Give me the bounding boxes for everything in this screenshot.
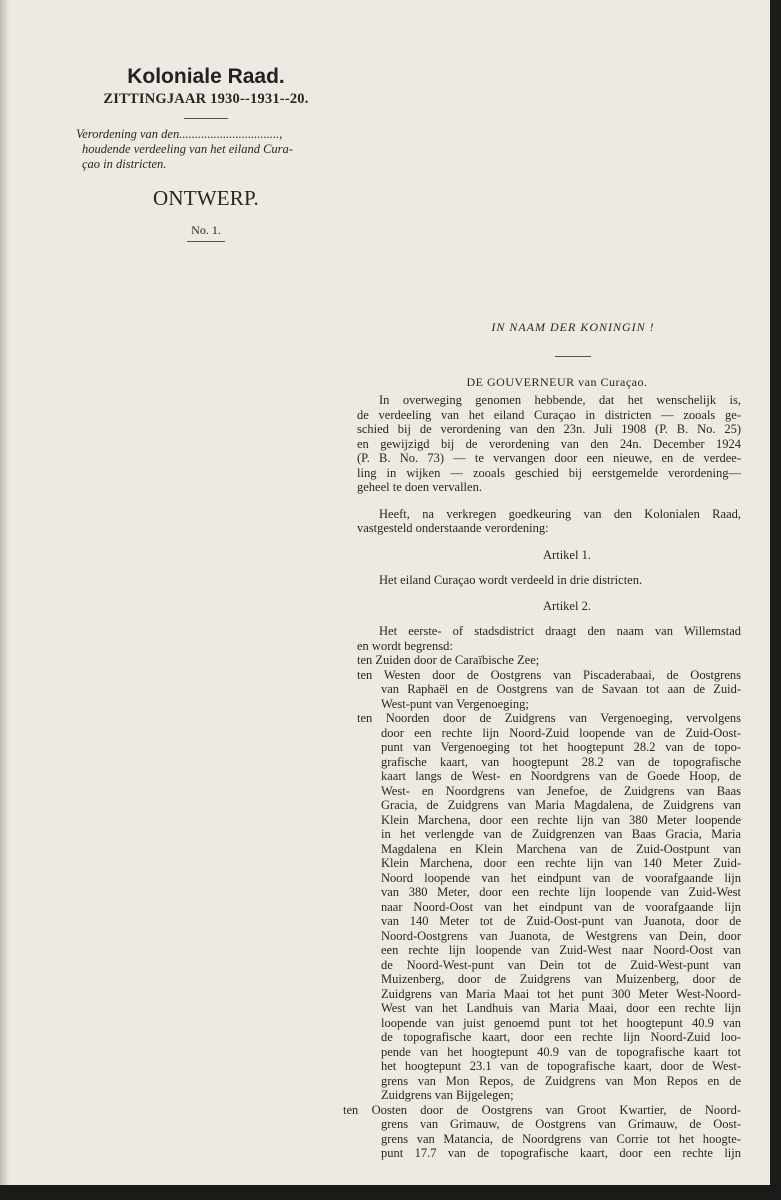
article-1-text <box>357 573 741 588</box>
boundary-north-line: in het verlengde van de Zuidgrenzen van Baas Gracia, Maria <box>381 827 741 841</box>
boundary-north-line: van 380 Meter, door een rechte lijn loopende van Zuid-West <box>381 885 741 899</box>
enactment-line: vastgesteld onderstaande verordening: <box>357 521 549 535</box>
preamble-line: ling in wijken — zooals geschied bij eerstgemelde verordening— <box>357 465 741 480</box>
boundary-north-line: grafische kaart, van hoogtepunt 28.2 van de topografische <box>381 754 741 769</box>
preamble-line: In overweging genomen hebbende, dat het wenschelijk is, <box>379 393 741 407</box>
boundary-north-line: Klein Marchena, door een rechte lijn van 140 Meter Zuid- <box>381 856 741 870</box>
council-title: Koloniale Raad. <box>127 65 285 88</box>
preamble-line: en gewijzigd bij de verordening van den 24n. December 1924 <box>357 436 741 451</box>
preamble-line: de verdeeling van het eiland Curaçao in districten — zooals ge- <box>357 407 741 422</box>
boundary-north-line: Gracia, de Zuidgrens van Maria Magdalena, de Zuidgrens van <box>381 798 741 812</box>
preamble-line: (P. B. No. 73) — te vervangen door een nieuwe, en de verdee- <box>357 451 741 465</box>
main-text-column <box>343 320 741 1161</box>
divider <box>555 356 591 357</box>
boundary-east-line: grens van Matancia, de Noordgrens van Corrie tot het hoogte- <box>381 1131 741 1146</box>
divider <box>184 118 228 119</box>
boundary-west <box>357 668 741 712</box>
divider <box>187 241 225 242</box>
regulation-caption-line: houdende verdeeling van het eiland Cura- <box>82 142 293 156</box>
article-2-heading: Artikel 2. <box>543 598 591 613</box>
regulation-caption-line: Verordening van den................................, <box>76 127 283 141</box>
invocation: IN NAAM DER KONINGIN ! <box>491 320 655 334</box>
article-2-intro-line: Het eerste- of stadsdistrict draagt den naam van Willemstad <box>379 624 741 638</box>
boundary-north-line: grens van Mon Repos, de Zuidgrens van Mon Repos en de <box>381 1073 741 1088</box>
article-2-intro <box>357 624 741 653</box>
enactment-clause <box>357 507 741 536</box>
boundary-north-line: Zuidgrens van Maria Maai tot het punt 300 Meter West-Noord- <box>381 986 741 1001</box>
preamble <box>357 393 741 495</box>
boundary-north-line: loopende van juist genoemd punt tot het hoogtepunt 40.9 van <box>381 1015 741 1030</box>
boundary-north-line: Muizenberg, door de Zuidgrens van Muizenberg, door de <box>381 972 741 986</box>
boundary-north-line: de topografische kaart, door een rechte lijn Noord-Zuid loo- <box>381 1030 741 1044</box>
article-1-heading: Artikel 1. <box>543 547 591 562</box>
session-year: ZITTINGJAAR 1930--1931--20. <box>103 91 309 107</box>
boundary-north-line: ten Noorden door de Zuidgrens van Vergenoeging, vervolgens <box>357 711 741 725</box>
boundary-north-line: kaart langs de West- en Noordgrens van de Goede Hoop, de <box>381 769 741 783</box>
boundary-west-line: ten Westen door de Oostgrens van Piscaderabaai, de Oostgrens <box>357 667 741 682</box>
boundary-east-line: punt 17.7 van de topografische kaart, door een rechte lijn <box>381 1146 741 1160</box>
enactment-line: Heeft, na verkregen goedkeuring van den Kolonialen Raad, <box>379 506 741 521</box>
boundary-east <box>343 1102 741 1161</box>
article-1-line: Het eiland Curaçao wordt verdeeld in drie districten. <box>379 573 643 587</box>
boundary-south <box>357 653 741 668</box>
preamble-line: schied bij de verordening van den 23n. Juli 1908 (P. B. No. 25) <box>357 422 741 436</box>
boundary-west-line: van Raphaël en de Oostgrens van de Savaan tot aan de Zuid- <box>381 682 741 696</box>
boundary-east-line: ten Oosten door de Oostgrens van Groot Kwartier, de Noord- <box>343 1102 741 1117</box>
boundary-west-line: West-punt van Vergenoeging; <box>381 696 529 711</box>
header-column <box>70 64 342 242</box>
page-binding-edge <box>0 0 10 1185</box>
boundary-north-line: Klein Marchena, door een rechte lijn van 380 Meter loopende <box>381 812 741 827</box>
article-2-intro-line: en wordt begrensd: <box>357 638 453 653</box>
document-number: No. 1. <box>191 223 221 237</box>
boundary-north-line: het hoogtepunt 23.1 van de topografische kaart, door de West- <box>381 1059 741 1073</box>
boundary-north-line: Noord loopende van het eindpunt van de voorafgaande lijn <box>381 870 741 885</box>
regulation-caption-line: çao in districten. <box>82 157 167 171</box>
regulation-caption <box>76 127 342 172</box>
issuer: DE GOUVERNEUR van Curaçao. <box>466 374 648 389</box>
boundary-south-line: ten Zuiden door de Caraïbische Zee; <box>357 653 540 667</box>
boundary-north-line: Noord-Oostgrens van Juanota, de Westgrens van Dein, door <box>381 928 741 943</box>
boundary-north-line: een rechte lijn loopende van Zuid-West naar Noord-Oost van <box>381 943 741 957</box>
draft-label: ONTWERP. <box>152 186 259 210</box>
boundary-north-line: West- en Noordgrens van Jenefoe, de Zuidgrens van Baas <box>381 783 741 798</box>
boundary-north-line: Zuidgrens van Bijgelegen; <box>381 1088 514 1102</box>
boundary-north <box>357 711 741 1103</box>
boundary-north-line: de Noord-West-punt van Dein tot de Zuid-West-punt van <box>381 957 741 972</box>
boundary-north-line: Magdalena en Klein Marchena van de Zuid-Oostpunt van <box>381 841 741 856</box>
boundary-north-line: punt van Vergenoeging tot het hoogtepunt 28.2 van de topo- <box>381 740 741 754</box>
boundary-north-line: pende van het hoogtepunt 40.9 van de topografische kaart tot <box>381 1044 741 1059</box>
preamble-line: geheel te doen vervallen. <box>357 480 482 494</box>
boundary-north-line: naar Noord-Oost van het eindpunt van de voorafgaande lijn <box>381 899 741 914</box>
boundary-north-line: van 140 Meter tot de Zuid-Oost-punt van Juanota, door de <box>381 914 741 928</box>
boundary-north-line: door een rechte lijn Noord-Zuid loopende van de Zuid-Oost- <box>381 725 741 740</box>
boundary-east-line: grens van Grimauw, de Oostgrens van Grimauw, de Oost- <box>381 1117 741 1131</box>
boundary-north-line: West van het Landhuis van Maria Maai, door een rechte lijn <box>381 1001 741 1015</box>
